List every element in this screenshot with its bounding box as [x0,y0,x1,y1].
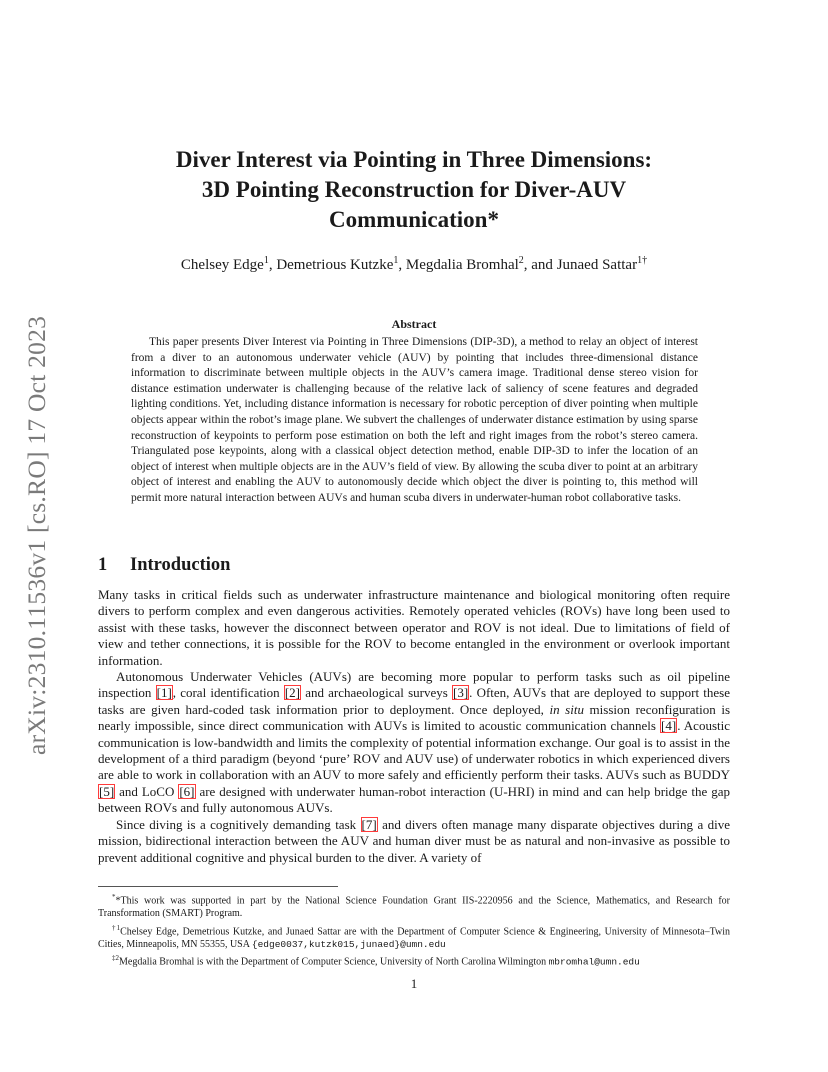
abstract-heading: Abstract [391,317,437,331]
paragraph-text: . Often, AUVs that are deployed to support these tasks are given hard-coded task information prior to deployment. Once deployed, [98,685,730,717]
abstract-text: This paper presents Diver Interest via Pointing in Three Dimensions (DIP-3D), a method to relay an object of interest from a diver to an autonomous underwater vehicle (AUV) by pointing that includes three-dimensional distance information to discriminate between multiple objects in the AUV’s camera image. Traditional dense stereo vision for distance estimation underwater is challenging because of the relative lack of saliency of scene features and degraded lighting conditions. Yet, including distance information is necessary for robotic perception of diver pointing when multiple objects appear within the robot’s image plane. We subvert the challenges of underwater distance estimation by using sparse reconstruction of keypoints to perform pose estimation on both the left and right images from the robot’s stereo camera. Triangulated pose keypoints, along with a classical object detection method, enable DIP-3D to infer the location of an object of interest when multiple objects are in the AUV’s field of view. By allowing the scuba diver to point at an arbitrary object of interest and enabling the AUV to autonomously decide which object the diver is pointing to, this method will permit more natural interaction between AUVs and human scuba divers in underwater-human robot collaborative tasks. [131,336,698,504]
citation-link[interactable]: [3] [452,685,469,701]
citation-link[interactable]: [7] [361,816,377,832]
footnote-affiliation-2 [98,952,730,969]
section-title: Introduction [130,555,231,575]
emphasis-text: in situ [549,701,584,717]
footnotes [98,891,730,971]
paragraph-text: mission reconfiguration is nearly impossible, since direct communication with AUVs is limited to acoustic communication channels [98,701,731,734]
citation-link[interactable]: [5] [99,783,115,799]
introduction-body [98,587,730,866]
author-affiliation-mark: 2 [518,255,524,266]
citation-link[interactable]: [4] [661,718,677,734]
paper-title [98,145,730,235]
paragraph-text: Autonomous Underwater Vehicles (AUVs) are becoming more popular to perform tasks such as oil pipeline inspection [98,669,730,701]
section-number: 1 [98,555,108,575]
footnote-email[interactable]: {edge0037,kutzk015,junaed}@umn.edu [251,938,446,950]
footnote-mark: †1 [112,923,121,932]
page-number: 1 [410,976,418,991]
paragraph-text: and divers often manage many disparate objectives during a dive mission, bidirectional interaction between the AUV and human diver must be as natural and non-invasive as possible to prevent additional cognitive and physical burden to the diver. A variety of [98,816,730,865]
title-line-1: Diver Interest via Pointing in Three Dimensions: [175,147,653,172]
citation-link[interactable]: [2] [284,685,301,701]
author-affiliation-mark: 1† [637,255,648,266]
paragraph-text: Since diving is a cognitively demanding task [116,816,361,832]
footnote-mark: * [112,893,116,901]
author-name: Demetrious Kutzke [276,257,394,273]
paragraph-text: are designed with underwater human-robot interaction (U-HRI) in mind and can help bridge the gap between ROVs and fully autonomous AUVs. [98,783,730,816]
author-name: Chelsey Edge [180,257,264,273]
footnote-funding [98,891,730,921]
paragraph-3 [98,817,730,866]
citation-link[interactable]: [6] [179,783,195,799]
author-separator: , [268,257,277,273]
paragraph-text: and LoCO [115,783,179,799]
footnote-text: *This work was supported in part by the National Science Foundation Grant IIS-2220956 and the Science, Mathematics, and Research for Transformation (SMART) Program. [98,895,730,920]
paragraph-1: Many tasks in critical fields such as underwater infrastructure maintenance and biological monitoring often require divers to perform complex and even dangerous activities. Remotely operated vehicles (ROVs) have long been used to assist with these tasks, however the disconnect between operator and ROV is not ideal. Due to limitations of field of view and tether connections, it is possible for the ROV to become entangled in the environment or overlook important information. [98,587,730,668]
author-separator: , and [523,257,557,273]
title-line-3: Communication* [329,207,499,232]
footnote-affiliation-1 [98,922,730,952]
paragraph-text: and archaeological surveys [301,685,452,701]
arxiv-identifier-stamp [18,285,56,755]
footnote-mark: ‡2 [112,954,119,963]
paragraph-2 [98,669,730,817]
title-line-2: 3D Pointing Reconstruction for Diver-AUV [201,177,627,202]
author-affiliation-mark: 1 [393,255,399,266]
author-list [98,251,730,275]
footnote-divider [98,886,338,887]
footnote-text: Megdalia Bromhal is with the Department of Computer Science, University of North Carolina Wilmington [119,956,549,968]
footnote-email[interactable]: mbromhal@umn.edu [548,956,640,968]
author-separator: , [398,257,406,273]
author-name: Junaed Sattar [556,257,638,273]
section-heading [98,553,730,577]
paragraph-text: , coral identification [172,685,284,701]
citation-link[interactable]: [1] [156,685,172,701]
arxiv-identifier-text: arXiv:2310.11536v1 [cs.RO] 17 Oct 2023 [22,315,51,755]
paragraph-text: . Acoustic communication is low-bandwidth and limits the complexity of potential information exchange. Our goal is to assist in the development of a third paradigm (beyond ‘pure’ ROV and AUV use) of underwater robotics in which experienced divers are able to work in collaboration with an AUV to more safely and efficiently perform their tasks. AUVs such as BUDDY [98,718,730,783]
author-name: Megdalia Bromhal [405,257,519,273]
author-affiliation-mark: 1 [263,255,269,266]
footnote-text: Chelsey Edge, Demetrious Kutzke, and Junaed Sattar are with the Department of Computer Science & Engineering, University of Minnesota–Twin Cities, Minneapolis, MN 55355, USA [98,926,730,950]
